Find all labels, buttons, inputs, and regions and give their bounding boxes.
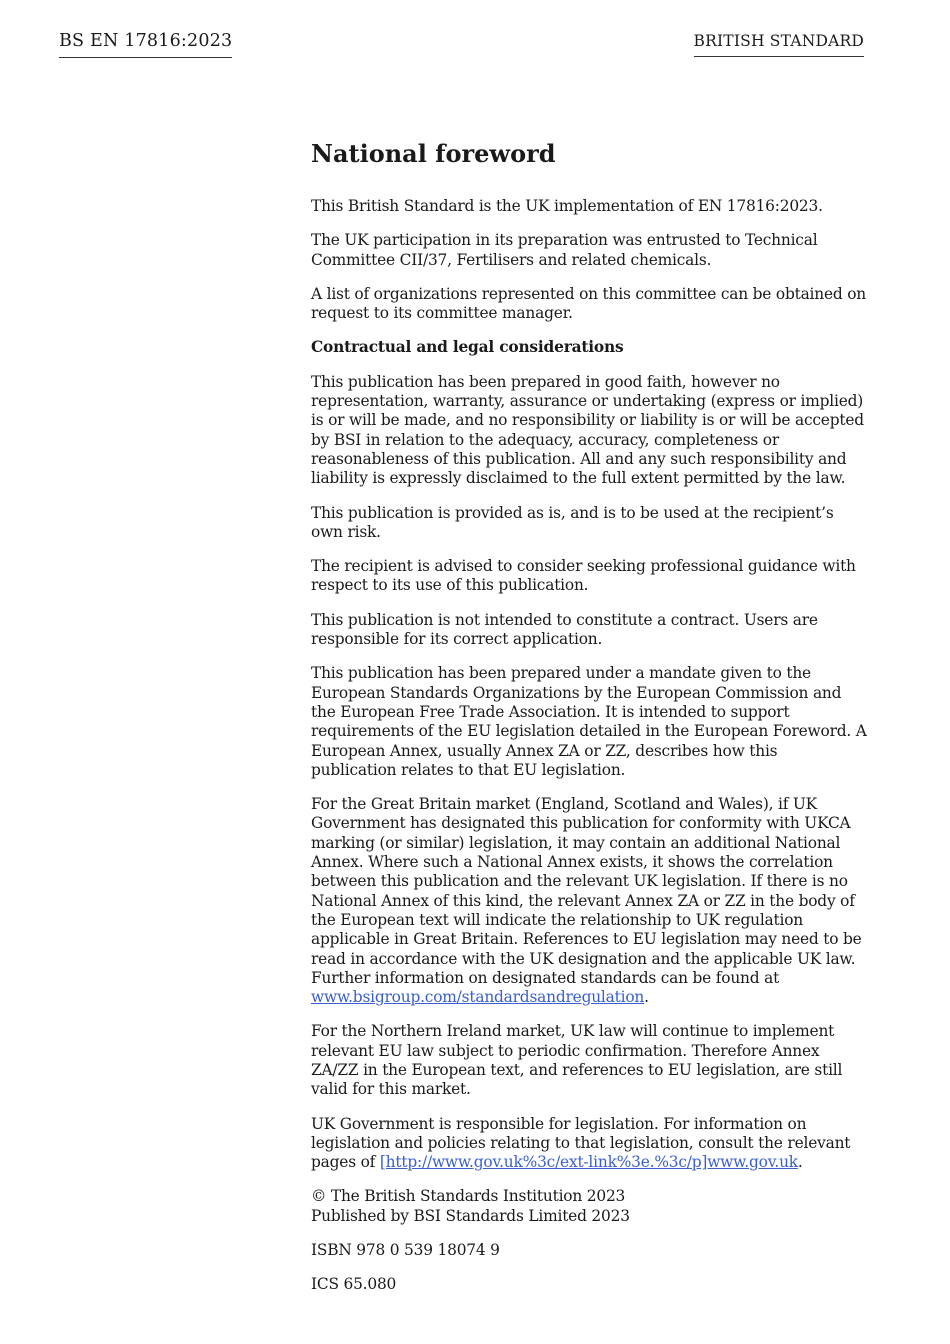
paragraph-own-risk: This publication is provided as is, and is to be used at the recipient’s own risk. [311,503,834,541]
publisher-line: Published by BSI Standards Limited 2023 [311,1206,630,1225]
paragraph-implementation: This British Standard is the UK implementation of EN 17816:2023. [311,197,823,215]
copyright-line: © The British Standards Institution 2023 [311,1187,626,1206]
paragraph-mandate: This publication has been prepared under a mandate given to the European Standards Organizations by the European Commission and the European Free Trade Association. It is intended to support requirements of the EU legislation detailed in the European Foreword. A European Annex, usually Annex ZA or ZZ, describes how this publication relates to that EU legislation. [311,664,867,779]
bsigroup-link[interactable]: www.bsigroup.com/standardsandregulation [311,988,645,1007]
paragraph-uk-government [311,1115,867,1173]
document-type: BRITISH STANDARD [694,31,865,57]
ics-code: ICS 65.080 [311,1275,397,1294]
paragraph-good-faith: This publication has been prepared in good faith, however no representation, warranty, assurance or undertaking (express or implied) is or will be made, and no responsibility or liability is or will be accepted by BSI in relation to the adequacy, accuracy, completeness or reasonableness of this publication. All and any such responsibility and liability is expressly disclaimed to the full extent permitted by the law. [311,372,864,488]
paragraph-not-contract: This publication is not intended to constitute a contract. Users are responsible for its correct application. [311,610,818,649]
paragraph-organizations: A list of organizations represented on this committee can be obtained on request to its committee manager. [311,284,867,323]
gov-uk-link[interactable]: [http://www.gov.uk%3c/ext-link%3e.%3c/p]www.gov.uk [379,1153,798,1172]
foreword-body [311,139,867,1310]
document-id: BS EN 17816:2023 [59,30,232,58]
section-heading-contractual: Contractual and legal considerations [311,338,624,357]
isbn: ISBN 978 0 539 18074 9 [311,1241,500,1260]
paragraph-great-britain [311,795,867,1007]
paragraph-committee: The UK participation in its preparation was entrusted to Technical Committee CII/37, Fertilisers and related chemicals. [311,231,818,269]
page-title: National foreword [311,139,556,168]
paragraph-northern-ireland: For the Northern Ireland market, UK law will continue to implement relevant EU law subject to periodic confirmation. Therefore Annex ZA/ZZ in the European text, and references to EU legislation, are still valid for this market. [311,1022,843,1099]
paragraph-uk-government-end: . [797,1153,803,1172]
paragraph-uk-government-text: UK Government is responsible for legislation. For information on legislation and policies relating to that legislation, consult the relevant pages of [311,1114,851,1172]
paragraph-great-britain-text: For the Great Britain market (England, Scotland and Wales), if UK Government has designated this publication for conformity with UKCA marking (or similar) legislation, it may contain an additional National Annex. Where such a National Annex exists, it shows the correlation between this publication and the relevant UK legislation. If there is no National Annex of this kind, the relevant Annex ZA or ZZ in the body of the European text will indicate the relationship to UK regulation applicable in Great Britain. References to EU legislation may need to be read in accordance with the UK designation and the applicable UK law. Further information on designated standards can be found at [311,795,862,987]
paragraph-guidance: The recipient is advised to consider seeking professional guidance with respect to its use of this publication. [311,557,856,595]
paragraph-great-britain-end: . [644,988,649,1007]
copyright-block [311,1187,867,1226]
